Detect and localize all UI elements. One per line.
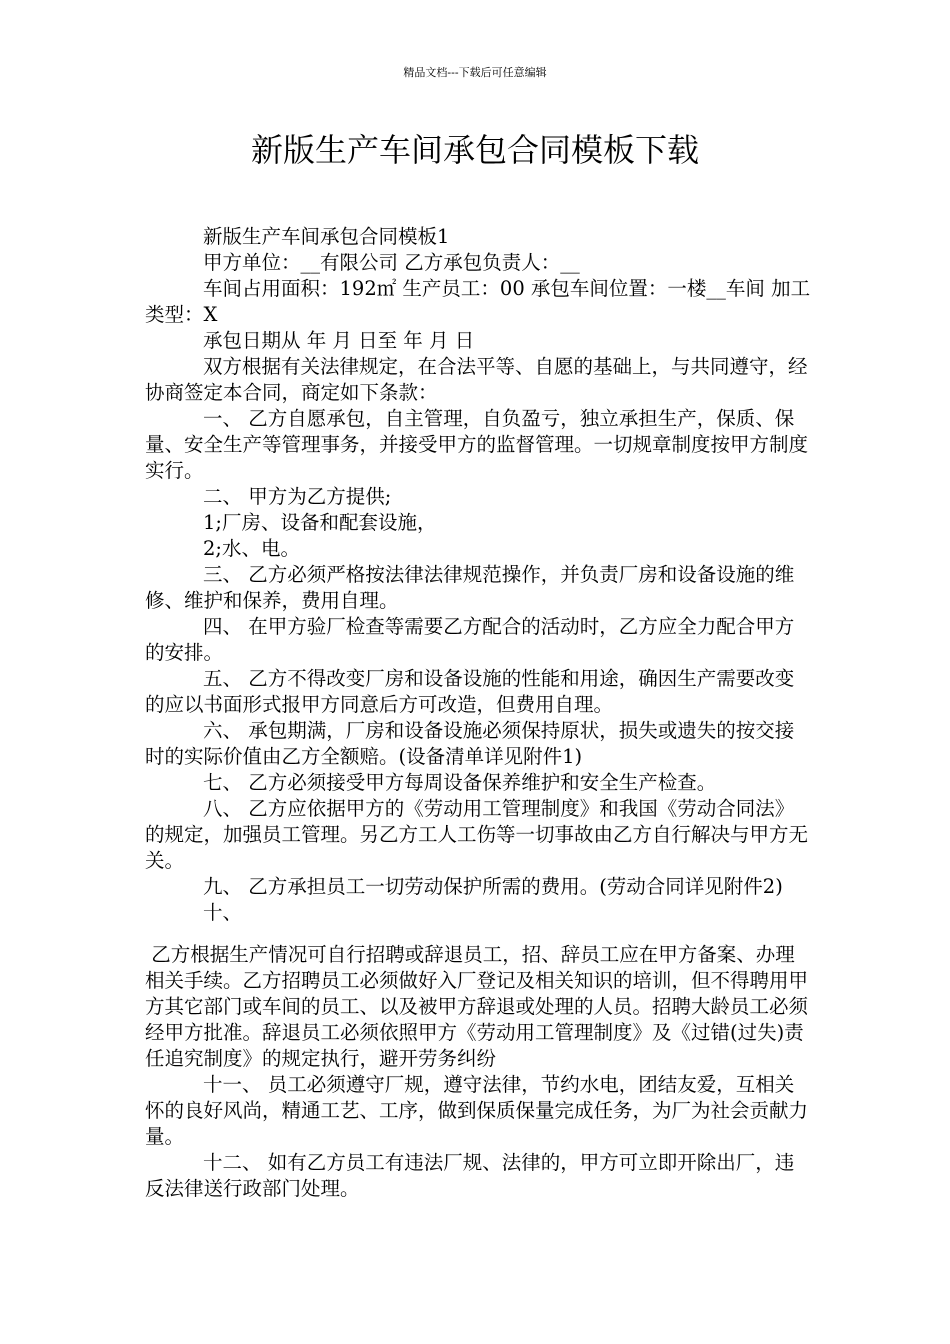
clause-7: 七、 乙方必须接受甲方每周设备保养维护和安全生产检查。 [203, 771, 717, 794]
paragraph-preamble: 双方根据有关法律规定，在合法平等、自愿的基础上，与共同遵守，经协商签定本合同，商定如下条款： [145, 355, 808, 404]
clause-9: 九、 乙方承担员工一切劳动保护所需的费用。(劳动合同详见附件2) [203, 875, 783, 898]
paragraph-contract-period: 承包日期从 年 月 日至 年 月 日 [203, 329, 475, 352]
clause-11: 十一、 员工必须遵守厂规，遵守法律，节约水电，团结友爱，互相关怀的良好风尚，精通工艺、工序，做到保质保量完成任务，为厂为社会贡献力量。 [145, 1073, 809, 1148]
clause-4: 四、 在甲方验厂检查等需要乙方配合的活动时，乙方应全力配合甲方的安排。 [145, 615, 795, 664]
document-title: 新版生产车间承包合同模板下载 [250, 131, 699, 169]
contract-body-top [145, 224, 813, 926]
clause-2: 二、 甲方为乙方提供; [203, 485, 392, 508]
page-header-note: 精品文档---下载后可任意编辑 [403, 66, 547, 79]
clause-2-item-1: 1;厂房、设备和配套设施， [203, 511, 437, 534]
clause-3: 三、 乙方必须严格按法律法律规范操作，并负责厂房和设备设施的维修、维护和保养，费用自理。 [145, 563, 795, 612]
clause-10-heading: 十、 [203, 901, 243, 924]
clause-12: 十二、 如有乙方员工有违法厂规、法律的，甲方可立即开除出厂，违反法律送行政部门处理。 [145, 1151, 795, 1200]
clause-10-text: 乙方根据生产情况可自行招聘或辞退员工，招、辞员工应在甲方备案、办理相关手续。乙方招聘员工必须做好入厂登记及相关知识的培训，但不得聘用甲方其它部门或车间的员工、以及被甲方辞退或处理的人员。招聘大龄员工必须经甲方批准。辞退员工必须依照甲方《劳动用工管理制度》及《过错(过失)责任追究制度》的规定执行，避开劳务纠纷 [145, 943, 809, 1070]
contract-body-bottom [145, 942, 813, 1202]
paragraph-parties: 甲方单位：__有限公司 乙方承包负责人：__ [203, 251, 580, 274]
paragraph-template-name: 新版生产车间承包合同模板1 [203, 225, 450, 248]
clause-1: 一、 乙方自愿承包，自主管理，自负盈亏，独立承担生产，保质、保量、安全生产等管理事务，并接受甲方的监督管理。一切规章制度按甲方制度实行。 [145, 407, 809, 482]
clause-8: 八、 乙方应依据甲方的《劳动用工管理制度》和我国《劳动合同法》的规定，加强员工管理。另乙方工人工伤等一切事故由乙方自行解决与甲方无关。 [145, 797, 809, 872]
clause-5: 五、 乙方不得改变厂房和设备设施的性能和用途，确因生产需要改变的应以书面形式报甲方同意后方可改造，但费用自理。 [145, 667, 795, 716]
clause-6: 六、 承包期满，厂房和设备设施必须保持原状，损失或遗失的按交接时的实际价值由乙方全额赔。(设备清单详见附件1) [145, 719, 795, 768]
paragraph-workshop-info: 车间占用面积：192㎡ 生产员工：00 承包车间位置：一楼__车间 加工类型：X [145, 277, 811, 326]
clause-2-item-2: 2;水、电。 [203, 537, 300, 560]
